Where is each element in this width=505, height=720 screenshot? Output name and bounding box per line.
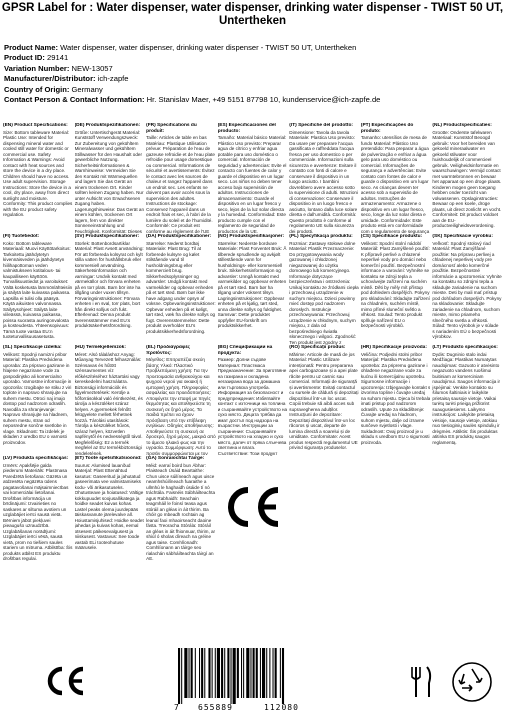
barcode-bar [224, 648, 225, 698]
barcode-bar [204, 648, 205, 698]
spec-section: (BG) Спецификации на продукта: Размер: Долни съдове Материал: Пластмаса Предназначение: За приготвяне на газирана и охладена негазирана вода за домашна или търговска употреба. Информация за безопасност и предупреждения: Избягвайте контакт с източници на топлина и съхранявайте устройството на сухо място. Децата трябва да имат достъп под надзора на възрастни. Инструкции за съхранение: Съхранявайте устройството на хладно и сухо място, далеч от пряка слънчева светлина и влага. Съответствие: Този продукт [217, 345, 288, 456]
barcode-bar [280, 648, 281, 698]
spec-section: (ES) Especificaciones del producto: Tamaño: Material básico Material: Plástico Uso previsto: Preparar agua de cítrico y enfriar agua potable para uso doméstico o comercial. Información de seguridad y advertencias: Evite el contacto con fuentes de calor y guarde el dispositivo en un lugar seco. Los niños no deben tener acceso bajo supervisión de adultos. Instrucciones de almacenamiento: Guarde el dispositivo en un lugar fresco y seco, lejos de la luz solar directa y la humedad. Conformidad: Este producto cumple con el reglamento de seguridad de productos de la UE. [217, 123, 287, 234]
recycling-icon [450, 660, 494, 704]
spec-section: (NL) Productspecificaties: Grootte: Onderste tafelwaren Materiaal: Kunststof Beoogd gebruik: Voor het bereiden van gekoeld mineraalwater en gekoeld stilwater voor huishoudelijk of commercieel gebruik. Veiligheidsinformatie en waarschuwingen: Vermijd contact met warmtebronnen en bewaar het apparaat op een droge plaats. Kinderen mogen geen toegang hebben onder toezicht van volwassenen. Opslaginstructies: Bewaar op een koele, droge plaats, uit direct zonlicht en vocht. Conformiteit: Dit product voldoet aan de EU-productveiligheidsverordening. [432, 123, 502, 228]
spec-section: (HU) Termékjellemzők: Méret: Alsó tálaláshoz Anyag: Műanyag Tervezett felhasználás: Szénsavas és hűtött szénsavmentes víz előkészítéséhez háztartási vagy kereskedelmi használatra. Biztonsági információk és figyelmeztetések: Kerülje a hőforrásokkal való érintkezést, és tárolja a készüléket száraz helyen. A gyermekek felnőtt felügyelete mellett férhetnek hozzá. Tárolási utasítások: Tárolja a készüléket hűvös, száraz helyen, közvetlen napfénytől és nedvességtől távol. Megfelelőség: Ez a termék megfelel az EU termékbiztonsági rendeletének. [74, 345, 143, 456]
barcode-bar [184, 648, 187, 698]
barcode-bar [195, 648, 196, 698]
barcode-bar [227, 648, 229, 698]
barcode-bar [262, 648, 265, 698]
spec-section: (NO) Produktspesifikasjoner: Størrelse: Nederste bordvare Materiale: Plast Forventet Bruk: Å tilberede sprudlende og avkjølt stillestående vann for husholdnings- eller kommersiell bruk. Sikkerhetsinformasjon og advarsler: Unngå kontakt med varmekilder og oppbevar enheten på et tørt sted. Barn bør ha tilgang under voksent tilsyn. Lagringsinstruksjoner: Oppbevar enheten på et kjølig, tørt sted, unna direkte sollys og fuktighet. Samsvar: Dette produktet oppfyller EU-forskrift om produktsikkerhet. [217, 234, 287, 328]
barcode-bar [201, 648, 203, 698]
food-contact-icon [402, 663, 440, 701]
barcode-bar [212, 648, 213, 698]
barcode-bar [208, 648, 210, 698]
barcode-bar [199, 648, 200, 698]
barcode-bar [217, 648, 220, 698]
barcode-bar [253, 648, 255, 698]
spec-section: (HR) Specifikacije proizvoda: Veličina: Podjedni stolni pribor Materijal: Plastika Predviđena upotreba: Za pripremu gazirane i ohlađene negazirane vode za kućnu ili komercijalnu upotrebu. Sigurnosne informacije i upozorenja: Izbjegavajte kontakt s izvorima topline i čuvajte uređaj na suhom mjestu. Djeca bi trebala imati pristup pod nadzorom odraslih. Upute za skladištenje: Čuvajte uređaj na hladnom, suhom mjestu, dalje od izravne sunčeve svjetlosti i vlage. Sukladnost: Ovaj proizvod je u skladu s uredbom EU o sigurnosti proizvoda. [360, 345, 431, 445]
barcode-bar [181, 648, 182, 704]
spec-section: (LT) Produkto specifikacijos: Dydis: Dugninio stalo indai Medžiaga: Plastikas Numatytas naudojimas: Gazuoto ir atvėsinto negazuoto vandens ruošimui buitiniam ar komerciniam naudojimui. Saugos informacija ir įspėjimai: Venkite kontakto su šilumos šaltiniais ir laikykite prietaisą sausoje vietoje. Vaikai turėtų turėti prieigą prižiūrint suaugusiesiems. Laikymo instrukcijos: Laikykite prietaisą vėsioje, sausoje vietoje, atokiau nuo tiesioginių saulės spindulių ir drėgmės. Atitiktis: Šis produktas atitinka ES produktų saugos reglamentą. [432, 345, 501, 445]
spec-section: (DA) Produktspecifikationer: Størrelse: Nederst bordtøj Materiale: Plast Brug: Til at forberede kulsyre og kølet stilstående vand til husholdningsbrug eller kommercielt brug. Sikkerhedsoplysninger og advarsler: Undgå kontakt med varmekilder og opbevar enheden på et tørt sted. Børn bør ikke have adgang under opsyn af voksne. Opbevaringsinstruktioner: Opbevar enheden på et køligt, tørt sted, væk fra direkte sollys og fugt. Overensstemmelse: Dette produkt overholder EU's produktsikkerhedsforordning. [146, 234, 216, 334]
spec-section: (EN) Product Specifications: Size: Bottom tableware Material: Plastic Use: Intended for dispensing mineral water and cooled still water for domestic or commercial use. Safety Information & Warnings: Avoid contact with heat sources and store the device in a dry place. Children should have no access. Use adult supervision. Storage Instructions: Store the device in a cool, dry place, away from direct sunlight and moisture. Conformity: This product complies with the EU product safety regulation. [3, 123, 73, 217]
spec-section: (FI) Tuotetiedot: Koko: Bottom tableware Materiaali: Muovi Käyttötarkoitus: Tarkoitettu jäähdytetyn kivennäisveden ja jäähdytetyn hiilihapottoman veden valmistukseen kotitalous- tai kaupalliseen käyttöön. Turvallisuustiedot ja varoitukset: Vältä kosketusta lämmönlähteisiin ja säilytä laite kuivassa paikassa. Lapsilla ei tulisi olla pääsyä. Käytä aikuisten valvonnassa. Säilytysohjeet: Säilytä laite viileässä, kuivassa paikassa, poissa suorasta auringonvalosta ja kosteudesta. Yhteensopivuus: Tämä tuote vastaa EU:n tuoteturvallisuusasetusta. [3, 234, 73, 339]
barcode-bar [246, 648, 249, 698]
spec-section: (PT) Especificações do produto: Tamanho: utensílios de mesa de fundo Material: Plástico Uso pretendido: Para preparar a água de pulverização e enfriar a água gelo para uso doméstico ou comercial. Informações de segurança e advertências: Evite contato com fontes de calor e guarde o dispositivo em um lugar seco. As crianças devem ter acesso sob a supervisão de adultos. Instruções de armazenamento: Armazene o dispositivo em um lugar fresco, seco, longe da luz solar direta e umidade. Conformidade: Este produto está em conformidade com o regulamento de segurança [360, 123, 430, 234]
barcode-bar [266, 648, 267, 698]
barcode-bar [237, 648, 239, 698]
barcode-bar [191, 648, 193, 698]
barcode-bar [221, 648, 223, 698]
page-title: GPSR Label for : Water dispenser, water dispenser, drinking water dispenser - TWIST 50 UT, Untertheken [1, 2, 504, 27]
spec-section: (CS) Specifikace produktu: Velikost: Spodní stolní nádobí Materiál: Plast Zamýšlené použití: K přípravě perlivé a chlazené neperlivé vody pro domácí nebo komerční použití. Bezpečnostní informace a varování: Vyhněte se kontaktu se zdroji tepla a uchovávejte zařízení na suchém místě. Děti by měly mít přístup pod dohledem dospělých. Pokyny pro skladování: Skladujte zařízení na chladném, suchém místě, mimo přímé sluneční světlo a vlhkost. Soulad: Tento produkt splňuje nařízení EU o bezpečnosti výrobků. [360, 234, 430, 328]
spec-section: (DE) Produktspezifikationen: Größe: Untertischgerät Material: Kunststoff Verwendungszweck: Zur Zubereitung von gekühltem Mineralwasser und gekühltem Stillwasser für den Haushalt oder gewerbliche Nutzung. Sicherheitsinformationen & Warnhinweise: Vermeiden Sie den Kontakt mit Wärmequellen und lagern Sie das Gerät an einem trockenen Ort. Kinder sollten keinen Zugang haben. Nur unter Aufsicht von Erwachsenen Zugang haben. Lagerungshinweise: Das Gerät an einem kühlen, trockenen Ort lagern, fern von direkter Sonneneinstrahlung und Feuchtigkeit. Konformität: Dieses [74, 123, 145, 234]
barcode-bar [282, 648, 284, 704]
barcode-bar [273, 648, 274, 698]
barcode-bar [178, 648, 180, 704]
barcode [172, 648, 330, 716]
ce-mark-icon [44, 666, 86, 696]
spec-section: (RO) Specificații produs: Mărime: Articole de masă de jos Material: Plastic Utilizare intenționată: Pentru prepararea apei carbogazoase și a apei plate răcite pentru uz casnic sau comercial. Informații de siguranță și avertismente: Evitați contactul cu sursele de căldură și depozitați dispozitivul într-un loc uscat. Copiii trebuie să aibă acces sub supravegherea adulților. Instrucțiuni de depozitare: Depozitați dispozitivul într-un loc răcoros și uscat, departe de lumina directă a soarelui și de umiditate. Conformitate: Acest produs respectă regulamentul UE privind siguranța produselor. [289, 345, 359, 450]
barcode-bar [189, 648, 190, 698]
info-row-product-name: Product Name: Water dispenser, water dispenser, drinking water dispenser - TWIST 50 UT, Untertheken [4, 43, 357, 52]
info-row-variation-number: Variation Number: NEW-13057 [4, 63, 113, 73]
barcode-bar [275, 648, 277, 698]
barcode-bar [241, 648, 242, 698]
barcode-bar [243, 648, 244, 698]
barcode-digits-right: 112080 [264, 703, 299, 712]
barcode-bar [215, 648, 216, 698]
barcode-bar [269, 648, 270, 698]
spec-section: (IT) Specifiche del prodotto: Dimensione: Tavola da tavola Materiale: Plastica Uso previsto: Da usare per preparare l'acqua gassificata e raffreddata l'acqua fresca per uso domestico o per commerciale. Informazioni sulla sicurezza e avvertenze: Evitare il contatto con fonti di calore e conservare il dispositivo in un luogo asciutto. I bambini dovrebbero avere accesso sotto la supervisione di adulti. Istruzioni di conservazione: Conservare il dispositivo in un luogo fresco e asciutto, lontano dalla luce solare diretta e dall'umidità. Conformità: Questo prodotto è conforme al regolamento UE sulla sicurezza dei prodotti. [289, 123, 358, 234]
spec-section: (FR) Spécifications du produit: Taille: Articles de table en bas Matériau: Plastique Utilisation prévue: Préparation de l'eau de gazeuse refroidie et de l'eau plate refroidie pour usage domestique ou commercial. Informations de sécurité et avertissements: Évitez le contact avec les sources de chaleur et rangez l'appareil dans un endroit sec. Les enfants ne doivent pas avoir accès sous la supervision des adultes. Instructions de stockage: Conservez l'appareil dans un endroit frais et sec, à l'abri de la lumière du soleil et de l'humidité. Conformité: Ce produit est conforme au règlement de l'UE [146, 123, 215, 234]
info-row-contact: Contact Person & Contact Information: Hr. Stanislav Maer, +49 5151 87798 10, kundenservice@ich-zapfe.de [4, 95, 381, 105]
product-info [4, 43, 502, 105]
barcode-digit-left: 7 [174, 703, 179, 712]
info-row-product-id: Product ID: 29141 [4, 53, 69, 63]
barcode-bar [231, 648, 232, 704]
barcode-digits-mid: 655889 [198, 703, 233, 712]
spec-section: (SK) Špecifikácie výrobku: Veľkosť: Spodný stolový riad Materiál: Plast Zamýšľané použitie: Na prípravu perlivej a chladenej neperlivej vody pre domácnosť alebo komerčné použitie. Bezpečnostné informácie a upozornenia: Vyhnite sa kontaktu so zdrojmi tepla a skladujte zariadenie na suchom mieste. Deti by mali mať prístup pod dohľadom dospelých. Pokyny na skladovanie: Skladujte zariadenie na chladnom, suchom mieste, mimo priameho slnečného svetla a vlhkosti. Súlad: Tento výrobok je v súlade s nariadením EÚ o bezpečnosti výrobkov. [432, 234, 502, 339]
barcode-bar [233, 648, 236, 704]
spec-section: (LV) Produkta specifikācijas: Izmērs: Apakšējie galda piederumi Materiāls: Plastmasa Paredzētā lietošana: Gāzēta un atdzesēta negāzēta ūdens pagatavošanai mājsaimniecības vai komerciālai lietošanai. Drošības informācija un brīdinājumi: Izvairieties no saskares ar siltuma avotiem un uzglabājiet ierīci sausā vietā. Bērniem jābūt piekļuvei pieaugušo uzraudzībā. Uzglabāšanas norādījumi: Uzglabājiet ierīci vēsā, sausā vietā, prom no tiešiem saules stariem un mitruma. Atbilstība: Šis produkts atbilst ES produktu drošības regulai. [3, 456, 73, 561]
ce-mark-icon [222, 486, 282, 528]
spec-section: (SV) Produktspecifikationer: Storlek: Bottenbordsartiklar Material: Plast Avsett användning: För att förbereda kolsyrat och kylt stilla vatten för hushållsbruk eller kommersiell användning. Säkerhetsinformation och varningar: Undvik kontakt med värmekällor och förvara enheten på en torr plats. Barn bör inte ha tillgång under vuxen tillsyn. Förvaringsinstruktioner: Förvara enheten i en sval, torr plats, bort från direkt solljus och fukt. Efterlevnad: Denna produkt överensstämmer med EU:s produktsäkerhetsförordning. [74, 234, 144, 328]
barcode-bar [260, 648, 261, 698]
spec-section: (GA) Sonraíochtaí Táirge: Méid: earraí boird bun Ábhar: Plaisteach Úsáid Beartaithe: Chun uisce súilíneach agus uisce neamhshúilíneach fuaraithe a ullmhú le haghaidh úsáide tí nó tráchtála. Faisnéis Sábháilteachta agus Rabhaidh: Seachain teagmháil le foinsí teasa agus stóráil an gléas in áit thirim. Ba chóir go mbeadh rochtain ag leanaí faoi mhaoirseacht daoine fásta. Treoracha Stórála: Stóráil an gléas in áit fhionnuar, thirim, ar shiúl ó sholas díreach na gréine agus taise. Comhlíonadh: Comhlíonann an táirge seo rialachán sábháilteachta táirgí an AE. [146, 456, 216, 561]
spec-section: (EL) Προδιαγραφές προϊόντος: Μέγεθος: Επιτραπέζια σκεύη βάσης Υλικό: Πλαστικό Προβλεπόμενη χρήση: Για την προετοιμασία ανθρακούχου και ψυχρού νερού για οικιακή ή εμπορική χρήση. Πληροφορίες ασφαλείας και προειδοποιήσεις: Αποφύγετε την επαφή με πηγές θερμότητας και αποθηκεύστε τη συσκευή σε ξηρό μέρος. Τα παιδιά πρέπει να έχουν πρόσβαση υπό την επίβλεψη ενηλίκων. Οδηγίες αποθήκευσης: Αποθηκεύστε τη συσκευή σε δροσερό, ξηρό μέρος, μακριά από το άμεσο ηλιακό φως και την υγρασία. Συμμόρφωση: Αυτό το προϊόν συμμορφώνεται με τον [146, 345, 216, 456]
spec-section: (PL) Specyfikacja produktu: Rozmiar: Zastawy stołowe dolne Materiał: Plastik Przeznaczenie: Do przygotowywania wody gazowanej i chłodzonej niegazowanej do użytku domowego lub komercyjnego. Informacje dotyczące bezpieczeństwa i ostrzeżenia: Unikaj kontaktu ze źródłami ciepła i przechowuj urządzenie w suchym miejscu. Dzieci powinny mieć dostęp pod nadzorem dorosłych. Instrukcje przechowywania: Przechowuj urządzenie w chłodnym, suchym miejscu, z dala od bezpośredniego światła słonecznego i wilgoci. Zgodność: Ten produkt jest zgodny z [289, 234, 359, 345]
barcode-bar [256, 648, 258, 698]
info-row-country: Country of Origin: Germany [4, 84, 103, 94]
barcode-bars [172, 648, 330, 704]
spec-section: (ET) Toote spetsifikatsioonid: Suurus: Alumised lauanõud Materjal: Plast Ettenähtud kasutus: Gaseeritud ja jahutatud gaseerimata vee valmistamiseks kodu- või ärikasutuseks. Ohutusteave ja hoiatused: Vältige kokkupuudet soojusallikatega ja hoidke seadet kuivas kohas. Lastel peaks olema juurdepääs täiskasvanute järelevalve all. Hoiustamisjuhised: Hoidke seadet jahedas ja kuivas kohas, eemal otsesest päikesevalgusest ja niiskusest. Vastavus: See toode vastab ELi tooteohutuse määrusele. [74, 456, 144, 550]
spec-section: (SL) Specifikacije izdelka: Velikost: Spodnji namizni pribor Material: Plastika Predvidena uporaba: Za pripravo gazirane in hlajene negazirane vode za gospodinjsko ali komercialno uporabo. Varnostne informacije in opozorila: Izogibajte se stiku z viri toplote in napravo shranjujte na suhem mestu. Otroci naj imajo dostop pod nadzorom odraslih. Navodila za shranjevanje: Napravo shranjujte na hladnem, suhem mestu, stran od neposredne sončne svetlobe in vlage. Skladnost: Ta izdelek je skladen z uredbo EU o varnosti proizvodov. [3, 345, 72, 445]
info-row-manufacturer: Manufacturer/Distributor: ich-zapfe [4, 74, 129, 84]
barcode-bar [250, 648, 251, 698]
